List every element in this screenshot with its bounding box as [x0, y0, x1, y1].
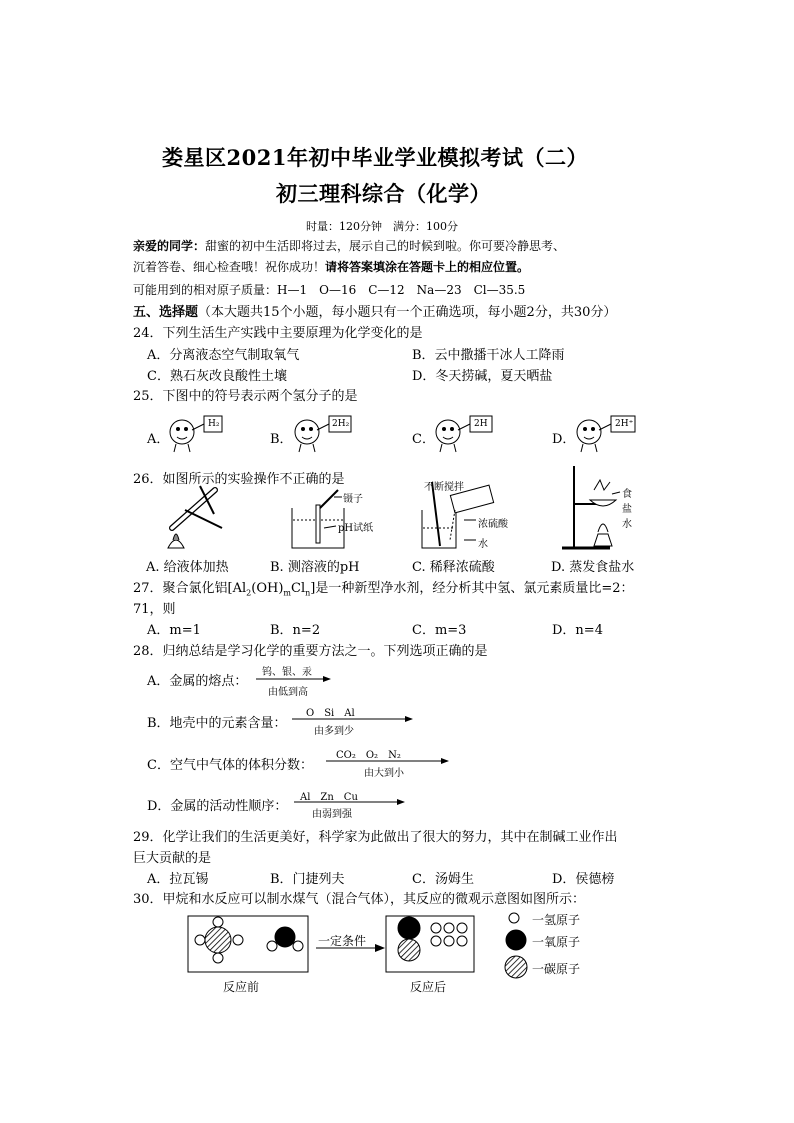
q25-sign-c: 2H [474, 419, 488, 429]
intro-line2: 沉着答卷、细心检查哦！祝你成功！ [133, 260, 326, 274]
q27-option-a: A．m=1 [147, 623, 201, 638]
label-stir: 不断搅拌 [424, 482, 464, 493]
q30-stem: 30．甲烷和水反应可以制水煤气（混合气体），其反应的微观示意图如图所示： [133, 892, 586, 907]
q24-option-b: B．云中撒播干冰人工降雨 [412, 348, 565, 363]
q28-a-bottom: 由低到高 [268, 687, 308, 698]
q27-stem-b: (OH) [251, 581, 284, 596]
q25-option-c: C． [412, 432, 435, 447]
section-label: 五、选择题 [133, 305, 199, 320]
q27-line2: 71，则 [133, 602, 176, 617]
q28-b-top: O Si Al [306, 708, 355, 719]
q26-stem: 26．如图所示的实验操作不正确的是 [133, 472, 345, 487]
q28-stem: 28．归纳总结是学习化学的重要方法之一。下列选项正确的是 [133, 644, 488, 659]
q27-sub-2: 2 [246, 588, 252, 598]
section-desc: （本大题共15个小题，每小题只有一个正确选项，每小题2分，共30分） [198, 305, 617, 320]
q24-stem: 24．下列生活生产实践中主要原理为化学变化的是 [133, 326, 423, 341]
q25-stem: 25．下图中的符号表示两个氢分子的是 [133, 389, 358, 404]
q28-d-bottom: 由弱到强 [312, 809, 352, 820]
intro-body: 甜蜜的初中生活即将过去，展示自己的时候到啦。你可要冷静思考、 [205, 239, 566, 253]
q25-sign-d: 2H⁺ [615, 419, 634, 429]
q27-stem-d: ]是一种新型净水剂，经分析其中氢、氯元素质量比=2： [310, 581, 634, 596]
q27-option-d: D．n=4 [552, 623, 603, 638]
q25-option-b: B． [270, 432, 293, 447]
q29-option-b: B．门捷列夫 [270, 872, 345, 887]
atomic-masses: 可能用到的相对原子质量：H—1 O—16 C—12 Na—23 Cl—35.5 [133, 283, 526, 297]
legend-carbon-icon [505, 956, 527, 978]
q28-a-label: A．金属的熔点： [147, 674, 248, 689]
q26-option-a: A. 给液体加热 [146, 560, 229, 575]
q28-c-label: C．空气中气体的体积分数： [147, 758, 313, 773]
legend-oxygen-icon [506, 930, 526, 950]
label-tweezers: 镊子 [343, 494, 363, 505]
q26-option-b: B. 测溶液的pH [270, 560, 360, 575]
condition-label: 一定条件 [318, 934, 367, 948]
q27-stem-a: 27．聚合氯化铝[Al [133, 581, 247, 596]
label-acid: 浓硫酸 [478, 519, 508, 530]
q28-b-bottom: 由多到少 [314, 726, 354, 737]
q25-sign-a: H₂ [208, 419, 220, 429]
q29-stem-2: 巨大贡献的是 [133, 851, 212, 866]
q28-c-top: CO₂ O₂ N₂ [336, 750, 401, 761]
legend-oxygen: 一氧原子 [532, 935, 581, 949]
q28-d-top: Al Zn Cu [300, 792, 358, 803]
q25-sign-b: 2H₂ [332, 419, 350, 429]
q29-stem-1: 29．化学让我们的生活更美好，科学家为此做出了很大的努力，其中在制碱工业作出 [133, 830, 618, 845]
q29-option-a: A．拉瓦锡 [147, 872, 209, 887]
q28-c-bottom: 由大到小 [364, 768, 404, 779]
q27-stem-c: Cl [291, 581, 306, 596]
legend-hydrogen: 一氢原子 [532, 913, 581, 927]
label-water: 水 [478, 539, 488, 550]
q27-option-c: C．m=3 [412, 623, 467, 638]
intro-lead: 亲爱的同学： [133, 239, 206, 253]
label-salt-water: 食盐水 [622, 489, 632, 530]
q25-option-d: D． [552, 432, 576, 447]
q24-option-a: A．分离液态空气制取氧气 [147, 348, 300, 363]
q28-d-label: D．金属的活动性顺序： [147, 799, 288, 814]
q29-option-c: C．汤姆生 [412, 872, 474, 887]
exam-title: 娄星区2021年初中毕业学业模拟考试（二） [162, 145, 588, 170]
q28-b-label: B．地壳中的元素含量： [147, 716, 287, 731]
q26-option-c: C. 稀释浓硫酸 [412, 560, 495, 575]
q29-option-d: D．侯德榜 [552, 872, 615, 887]
q27-sub-n: n [305, 588, 311, 598]
q26-option-d: D. 蒸发食盐水 [551, 560, 635, 575]
legend-carbon: 一碳原子 [532, 962, 581, 976]
time-info: 时量：120分钟 满分：100分 [306, 220, 458, 233]
intro-bold: 请将答案填涂在答题卡上的相应位置。 [325, 260, 530, 274]
legend-hydrogen-icon [509, 913, 519, 923]
q27-option-b: B．n=2 [270, 623, 321, 638]
exam-subtitle: 初三理科综合（化学） [276, 181, 491, 206]
q28-a-top: 钨、银、汞 [262, 667, 312, 678]
q27-sub-m: m [283, 588, 291, 598]
after-label: 反应后 [410, 980, 447, 994]
before-label: 反应前 [223, 980, 260, 994]
label-ph-paper: pH试纸 [338, 523, 374, 534]
q25-option-a: A． [147, 432, 170, 447]
q24-option-c: C．熟石灰改良酸性土壤 [147, 369, 287, 384]
q24-option-d: D．冬天捞碱，夏天晒盐 [412, 369, 553, 384]
